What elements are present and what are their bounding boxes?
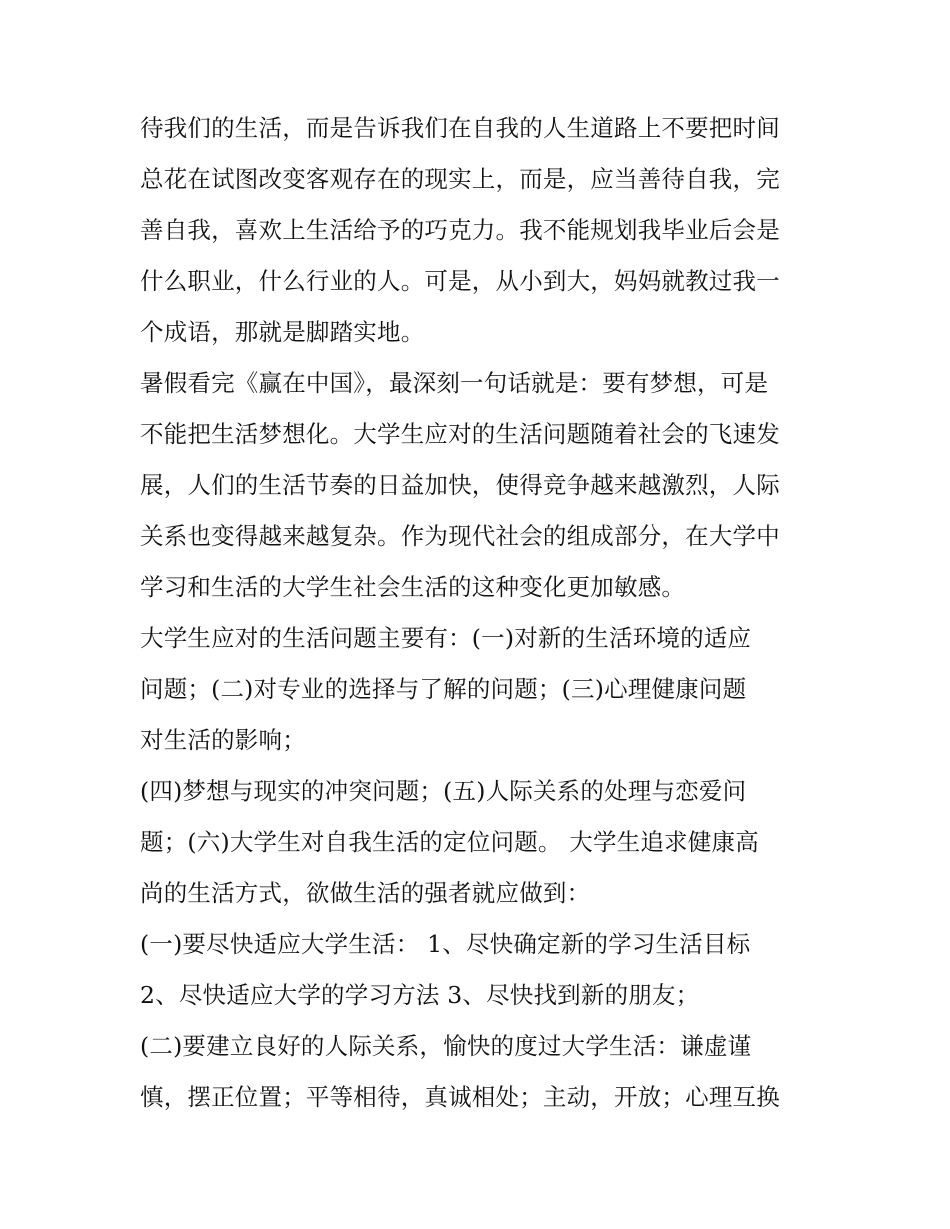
text-line-5: 个成语，那就是脚踏实地。: [140, 318, 425, 346]
text-line-12: 问题；(二)对专业的选择与了解的问题；(三)心理健康问题: [140, 675, 747, 703]
text-line-7: 不能把生活梦想化。大学生应对的生活问题随着社会的飞速发: [140, 420, 780, 448]
text-line-6: 暑假看完《赢在中国》，最深刻一句话就是：要有梦想，可是: [140, 369, 769, 397]
text-line-18: 2、尽快适应大学的学习方法 3、尽快找到新的朋友；: [140, 981, 700, 1009]
text-line-20: 慎，摆正位置；平等相待，真诚相处；主动，开放；心理互换: [140, 1083, 780, 1111]
text-line-13: 对生活的影响；: [140, 726, 306, 754]
text-line-19: (二)要建立良好的人际关系，愉快的度过大学生活：谦虚谨: [140, 1032, 752, 1060]
text-line-1: 待我们的生活，而是告诉我们在自我的人生道路上不要把时间: [140, 114, 780, 142]
text-line-15: 题；(六)大学生对自我生活的定位问题。 大学生追求健康高: [140, 828, 759, 856]
text-line-2: 总花在试图改变客观存在的现实上，而是，应当善待自我，完: [140, 165, 780, 193]
text-line-8: 展，人们的生活节奏的日益加快，使得竞争越来越激烈，人际: [140, 471, 780, 499]
text-line-11: 大学生应对的生活问题主要有：(一)对新的生活环境的适应: [140, 624, 752, 652]
text-line-3: 善自我，喜欢上生活给予的巧克力。我不能规划我毕业后会是: [140, 216, 780, 244]
text-line-10: 学习和生活的大学生社会生活的这种变化更加敏感。: [140, 573, 686, 601]
document-body: [140, 103, 830, 1123]
text-line-16: 尚的生活方式，欲做生活的强者就应做到：: [140, 879, 591, 907]
text-line-14: (四)梦想与现实的冲突问题；(五)人际关系的处理与恋爱问: [140, 777, 747, 805]
text-line-17: (一)要尽快适应大学生活： 1、尽快确定新的学习生活目标: [140, 930, 751, 958]
text-line-4: 什么职业，什么行业的人。可是，从小到大，妈妈就教过我一: [140, 267, 780, 295]
text-line-9: 关系也变得越来越复杂。作为现代社会的组成部分，在大学中: [140, 522, 780, 550]
